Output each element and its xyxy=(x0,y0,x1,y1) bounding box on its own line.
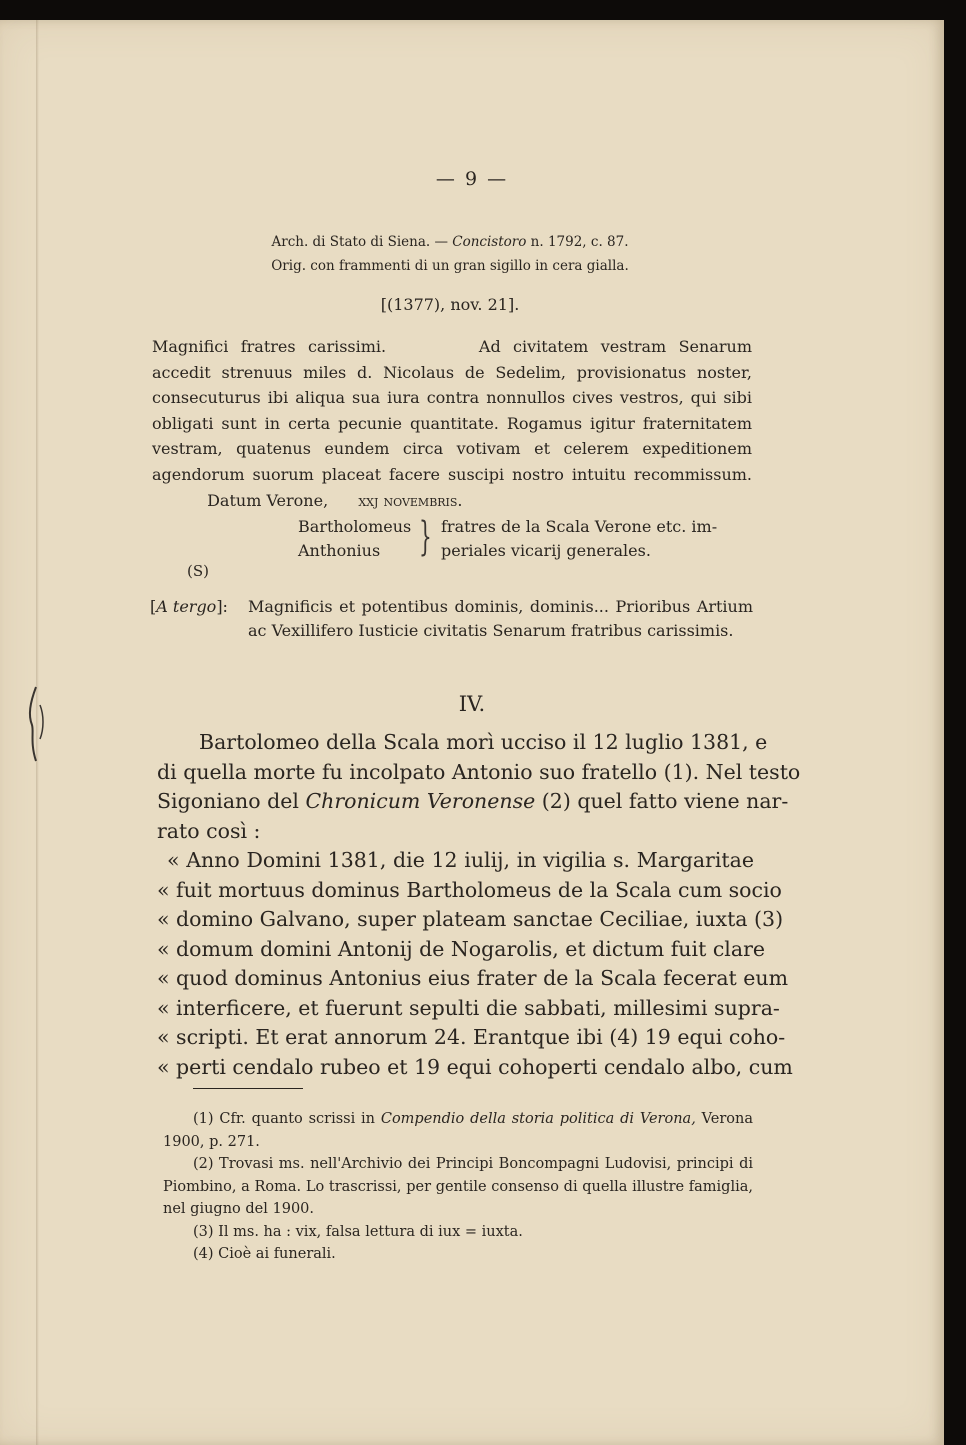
archive-line-1-italic: Concistoro xyxy=(452,234,527,250)
archive-description: Orig. con frammenti di un gran sigillo in cera gialla. xyxy=(271,258,629,274)
footnote-3: (3) Il ms. ha : vix, falsa lettura di iux = iuxta. xyxy=(193,1223,523,1240)
letter-day: xxj novembris. xyxy=(358,490,463,510)
tergo-label: [A tergo]: xyxy=(150,597,228,616)
footnote-rule xyxy=(193,1088,303,1089)
signer-title-2: periales vicarij generales. xyxy=(441,541,651,560)
quote-line: « domum domini Antonij de Nogarolis, et dictum fuit clare xyxy=(157,936,766,961)
quote-line: « scripti. Et erat annorum 24. Erantque ibi (4) 19 equi coho- xyxy=(157,1025,786,1049)
signer-title-1: fratres de la Scala Verone etc. im- xyxy=(441,517,718,536)
quote-line: « domino Galvano, super plateam sanctae Ceciliae, iuxta (3) xyxy=(157,907,784,931)
section-heading: IV. xyxy=(458,692,486,716)
footnote-1: (1) Cfr. quanto scrissi in Compendio della storia politica di Verona, Verona 1900, p. 271. xyxy=(163,1111,754,1150)
letter-body xyxy=(152,334,752,513)
chronicum-title: Chronicum Veronense xyxy=(305,789,536,813)
letter-opening: Magnifici fratres carissimi. xyxy=(152,337,387,356)
quote-line: « quod dominus Antonius eius frater de la Scala fecerat eum xyxy=(157,966,789,990)
quote-line: « interficere, et fuerunt sepulti die sabbati, millesimi supra- xyxy=(157,995,780,1020)
letter-datum: Datum Verone, xyxy=(207,490,329,510)
signer-anthonius: Anthonius xyxy=(298,541,381,560)
document-date: [(1377), nov. 21]. xyxy=(380,295,520,314)
footnote-2: (2) Trovasi ms. nell'Archivio dei Principi Boncompagni Ludovisi, principi di Piombino, a Roma. Lo trascrissi, per gentile consenso di quella illustre famiglia, nel giugno del 1900. xyxy=(163,1156,753,1217)
signer-bartholomeus: Bartholomeus xyxy=(298,517,412,536)
text-line: rato così : xyxy=(157,818,261,843)
page-number: — 9 — xyxy=(435,168,509,190)
archive-line-1-prefix: Arch. di Stato di Siena. — xyxy=(271,234,453,250)
quote-line: « fuit mortuus dominus Bartholomeus de la Scala cum socio xyxy=(157,877,782,902)
quote-line: « perti cendalo rubeo et 19 equi cohoperti cendalo albo, cum xyxy=(157,1054,793,1079)
text-line: Bartolomeo della Scala morì ucciso il 12 luglio 1381, e xyxy=(199,730,768,754)
archive-reference xyxy=(150,232,750,252)
quote-line: « Anno Domini 1381, die 12 iulij, in vigilia s. Margaritae xyxy=(167,848,754,872)
scanned-page xyxy=(0,20,944,1445)
tergo-text: Magnificis et potentibus dominis, dominis... Prioribus Artium ac Vexillifero Iusticie civitatis Senarum fratribus carissimis. xyxy=(248,597,753,640)
text-line: Sigoniano del Chronicum Veronense (2) quel fatto viene nar- xyxy=(157,789,789,813)
seal-mark: (S) xyxy=(187,562,209,580)
main-text xyxy=(157,728,801,1082)
archive-line-1-suffix: n. 1792, c. 87. xyxy=(526,234,629,250)
brace-glyph: } xyxy=(419,514,432,560)
text-line: di quella morte fu incolpato Antonio suo fratello (1). Nel testo xyxy=(157,759,801,784)
letter-text: Ad civitatem vestram Senarum accedit strenuus miles d. Nicolaus de Sedelim, provisionatus noster, consecuturus ibi aliqua sua iura contra nonnullos cives vestros, qui sibi obligati sunt in certa pecunie quantitate. Rogamus igitur fraternitatem vestram, quatenus eundem circa votivam et celerem expeditionem agendorum suorum placeat facere suscipi nostro intuitu recommissum. xyxy=(152,337,752,484)
footnotes xyxy=(163,1108,753,1266)
footnote-4: (4) Cioè ai funerali. xyxy=(193,1246,336,1262)
